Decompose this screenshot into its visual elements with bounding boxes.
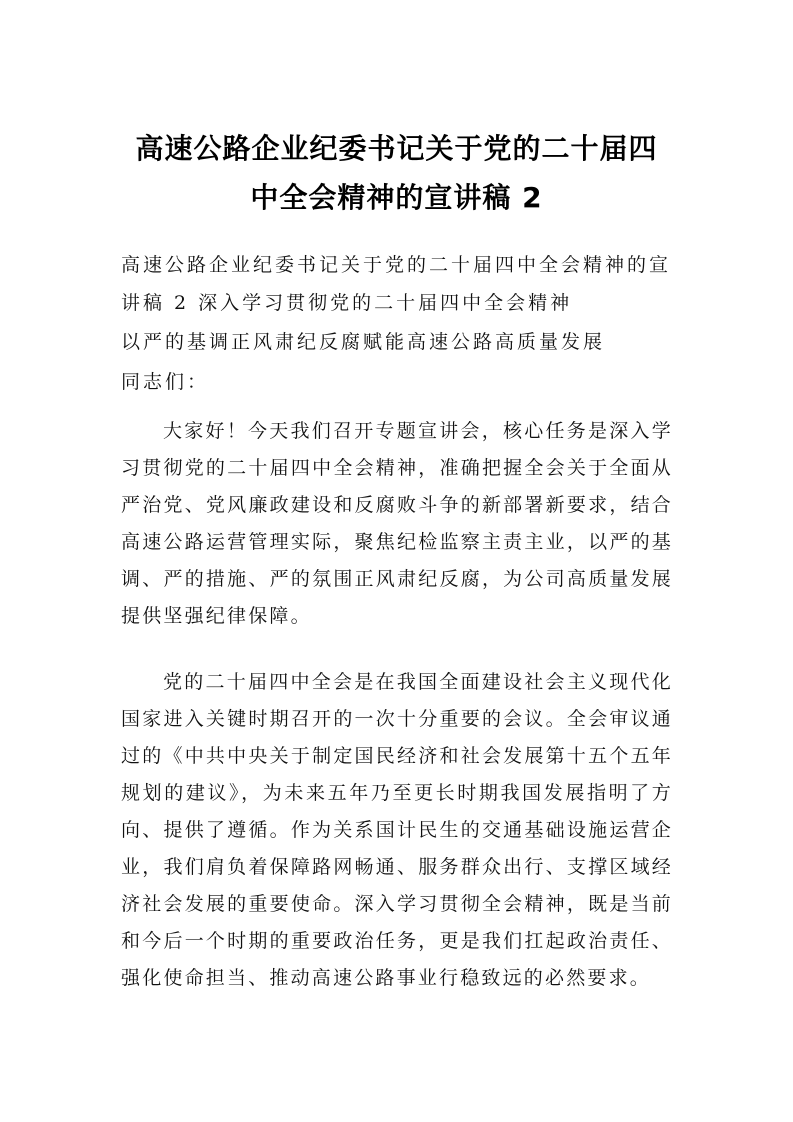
body-paragraph-2: 党的二十届四中全会是在我国全面建设社会主义现代化国家进入关键时期召开的一次十分重要的会议。全会审议通过的《中共中央关于制定国民经济和社会发展第十五个五年规划的建议》，为未来五年乃至更长时期我国发展指明了方向、提供了遵循。作为关系国计民生的交通基础设施运营企业，我们肩负着保障路网畅通、服务群众出行、支撑区域经济社会发展的重要使命。深入学习贯彻全会精神，既是当前和今后一个时期的重要政治任务，更是我们扛起政治责任、强化使命担当、推动高速公路事业行稳致远的必然要求。 bbox=[121, 671, 673, 989]
body-paragraph-1: 大家好！今天我们召开专题宣讲会，核心任务是深入学习贯彻党的二十届四中全会精神，准确把握全会关于全面从严治党、党风廉政建设和反腐败斗争的新部署新要求，结合高速公路运营管理实际，聚焦纪检监察主责主业，以严的基调、严的措施、严的氛围正风肃纪反腐，为公司高质量发展提供坚强纪律保障。 bbox=[121, 420, 673, 627]
header-line-1: 高速公路企业纪委书记关于党的二十届四中全会精神的宣 bbox=[121, 254, 672, 276]
document-title-line-1: 高速公路企业纪委书记关于党的二十届四 bbox=[135, 132, 658, 165]
document-title-line-2: 中全会精神的宣讲稿 2 bbox=[250, 181, 543, 214]
header-line-2: 讲稿 2 深入学习贯彻党的二十届四中全会精神 bbox=[121, 292, 573, 314]
document-subtitle: 以严的基调正风肃纪反腐赋能高速公路高质量发展 bbox=[121, 331, 606, 353]
salutation: 同志们： bbox=[121, 371, 210, 393]
